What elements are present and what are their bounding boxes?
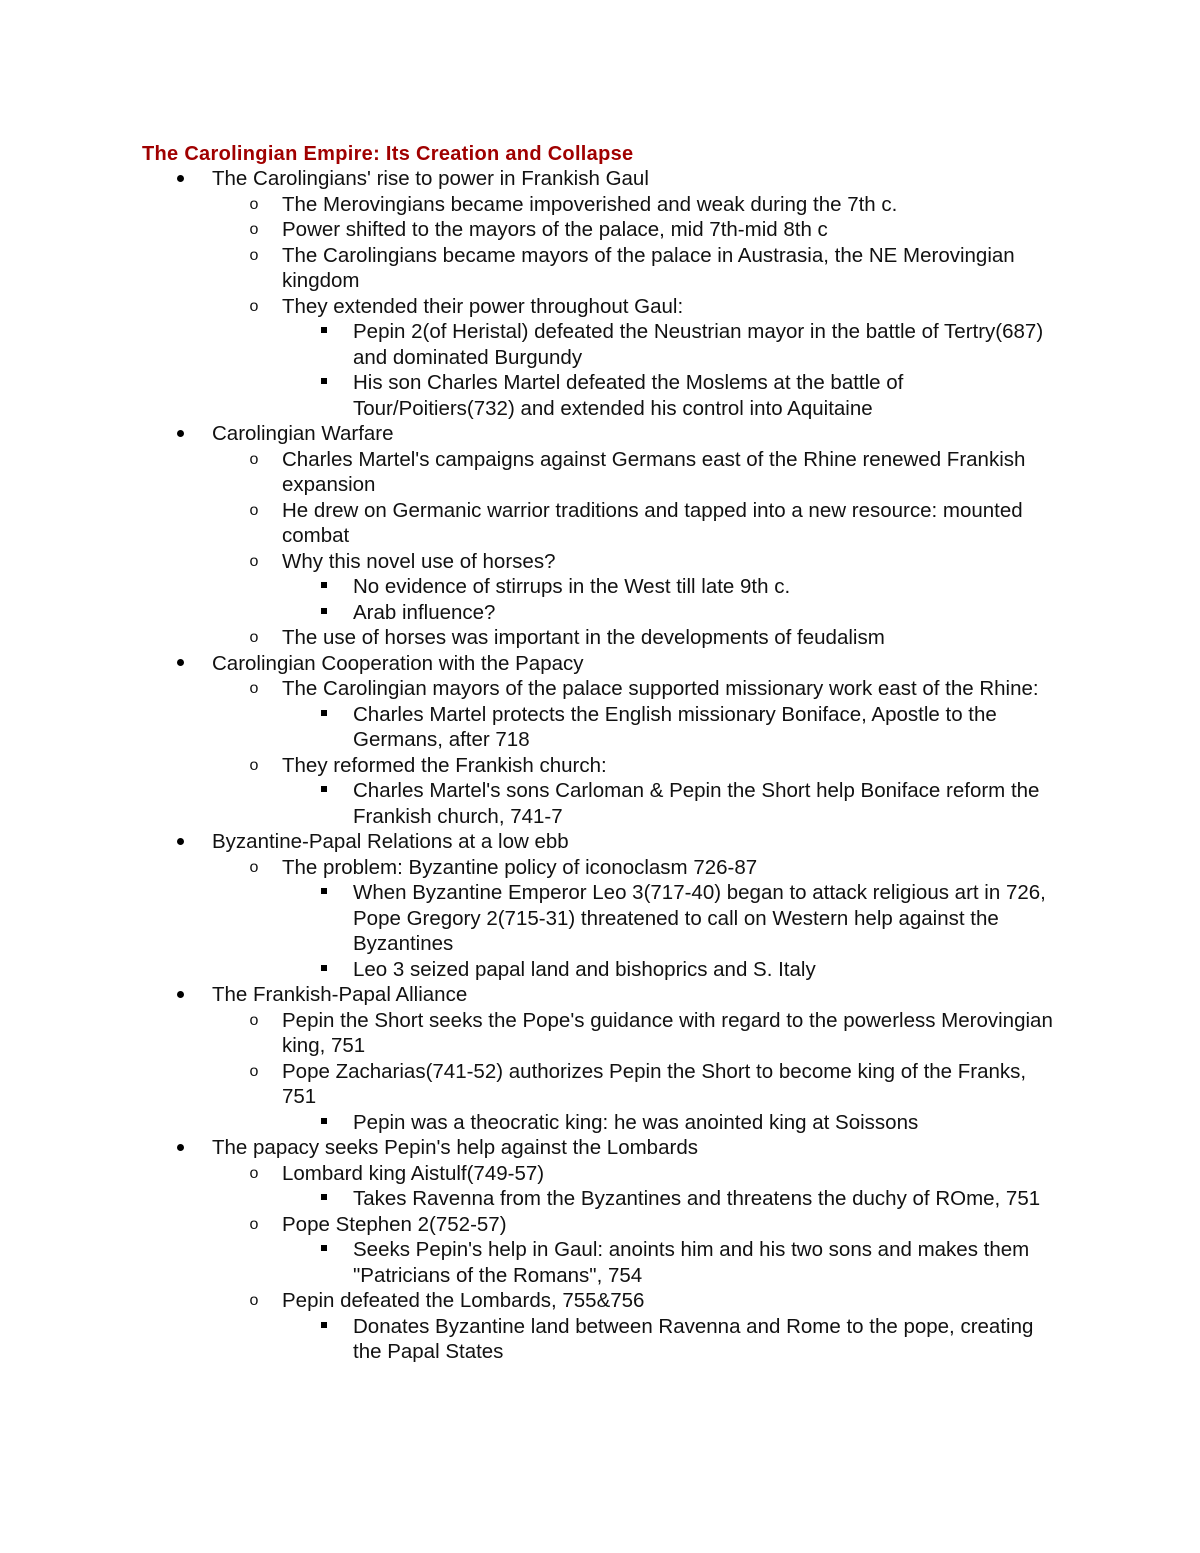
list-item <box>0 1059 1062 1110</box>
circle-o-bullet: o <box>249 756 259 774</box>
list-item-text: The Carolingians became mayors of the palace in Austrasia, the NE Merovingian kingdom <box>282 243 1015 292</box>
page-title: The Carolingian Empire: Its Creation and Collapse <box>142 143 634 165</box>
list-item-text: Takes Ravenna from the Byzantines and threatens the duchy of ROme, 751 <box>353 1187 1041 1210</box>
list-item <box>0 549 1062 575</box>
list-item-text: Carolingian Cooperation with the Papacy <box>212 651 584 675</box>
list-item-text: Power shifted to the mayors of the palace, mid 7th-mid 8th c <box>282 218 828 241</box>
list-item-text: Charles Martel's sons Carloman & Pepin the Short help Boniface reform the Frankish church, 741-7 <box>353 779 1040 828</box>
list-item <box>0 1288 1062 1314</box>
list-item-text: The Merovingians became impoverished and weak during the 7th c. <box>282 192 898 216</box>
list-item <box>0 166 1042 192</box>
square-bullet-icon <box>314 880 334 906</box>
bullet-dot-icon <box>170 829 190 855</box>
bullet-dot-icon <box>170 421 190 447</box>
square-bullet-icon <box>314 1186 334 1212</box>
list-item <box>0 829 1042 855</box>
list-item <box>0 600 1063 626</box>
list-item-text: Leo 3 seized papal land and bishoprics and S. Italy <box>353 957 816 981</box>
list-item-text: The papacy seeks Pepin's help against the Lombards <box>212 1136 698 1159</box>
list-item-text: He drew on Germanic warrior traditions and tapped into a new resource: mounted combat <box>282 498 1023 547</box>
circle-o-bullet: o <box>249 501 259 519</box>
list-item <box>0 855 1062 881</box>
list-item-text: His son Charles Martel defeated the Moslems at the battle of Tour/Poitiers(732) and extended his control into Aquitaine <box>353 371 904 420</box>
list-item-text: The Carolingians' rise to power in Frankish Gaul <box>212 167 649 190</box>
list-item <box>0 319 1063 370</box>
list-item-text: Byzantine-Papal Relations at a low ebb <box>212 830 569 853</box>
list-item-text: They extended their power throughout Gaul: <box>282 294 684 318</box>
list-item <box>0 294 1062 320</box>
list-item-text: Pepin 2(of Heristal) defeated the Neustrian mayor in the battle of Tertry(687) and dominated Burgundy <box>353 320 1044 369</box>
list-item-text: Carolingian Warfare <box>212 422 394 445</box>
list-item <box>0 778 1063 829</box>
list-item <box>0 702 1063 753</box>
list-item <box>0 243 1062 294</box>
square-bullet-icon <box>314 319 334 345</box>
bullet-dot-icon <box>170 651 190 677</box>
list-item <box>0 753 1062 779</box>
bullet-dot-icon <box>170 982 190 1008</box>
list-item <box>0 447 1062 498</box>
square-bullet-icon <box>314 957 334 983</box>
list-item-text: Pepin defeated the Lombards, 755&756 <box>282 1289 645 1312</box>
list-item <box>0 651 1042 677</box>
list-item <box>0 574 1063 600</box>
list-item <box>0 421 1042 447</box>
circle-o-bullet: o <box>249 1011 259 1029</box>
bullet-dot-icon <box>170 1135 190 1161</box>
circle-o-bullet: o <box>249 552 259 570</box>
square-bullet-icon <box>314 574 334 600</box>
square-bullet-icon <box>314 1314 334 1340</box>
list-item-text: No evidence of stirrups in the West till late 9th c. <box>353 575 791 598</box>
square-bullet-icon <box>314 1110 334 1136</box>
circle-o-bullet: o <box>249 1062 259 1080</box>
list-item-text: Pepin was a theocratic king: he was anointed king at Soissons <box>353 1110 919 1134</box>
list-item-text: Arab influence? <box>353 600 496 624</box>
list-item <box>0 217 1062 243</box>
list-item-text: Charles Martel's campaigns against Germans east of the Rhine renewed Frankish expansion <box>282 447 1026 496</box>
square-bullet-icon <box>314 600 334 626</box>
list-item <box>0 957 1063 983</box>
list-item <box>0 1110 1063 1136</box>
circle-o-bullet: o <box>249 629 259 646</box>
circle-o-bullet: o <box>249 221 259 238</box>
list-item <box>0 1135 1042 1161</box>
list-item <box>0 880 1063 957</box>
list-item <box>0 625 1062 651</box>
bullet-dot-icon <box>170 166 190 192</box>
circle-o-bullet: o <box>249 195 259 213</box>
list-item <box>0 1186 1063 1212</box>
circle-o-bullet: o <box>249 450 259 468</box>
list-item <box>0 676 1062 702</box>
list-item <box>0 1161 1062 1187</box>
list-item <box>0 982 1042 1008</box>
list-item-text: The Carolingian mayors of the palace supported missionary work east of the Rhine: <box>282 677 1039 700</box>
list-item-text: Pepin the Short seeks the Pope's guidance with regard to the powerless Merovingian king, 751 <box>282 1008 1053 1057</box>
list-item-text: The Frankish-Papal Alliance <box>212 983 468 1006</box>
list-item <box>0 1212 1062 1238</box>
list-item <box>0 1314 1063 1365</box>
list-item <box>0 192 1062 218</box>
list-item-text: Pope Zacharias(741-52) authorizes Pepin the Short to become king of the Franks, 751 <box>282 1059 1027 1108</box>
list-item <box>0 498 1062 549</box>
list-item <box>0 1008 1062 1059</box>
list-item-text: Charles Martel protects the English missionary Boniface, Apostle to the Germans, after 718 <box>353 702 997 751</box>
square-bullet-icon <box>314 778 334 804</box>
list-item-text: Why this novel use of horses? <box>282 549 556 573</box>
list-item <box>0 1237 1063 1288</box>
circle-o-bullet: o <box>249 1215 259 1233</box>
circle-o-bullet: o <box>249 680 259 697</box>
list-item-text: They reformed the Frankish church: <box>282 753 607 777</box>
square-bullet-icon <box>314 702 334 728</box>
circle-o-bullet: o <box>249 246 259 264</box>
list-item-text: Donates Byzantine land between Ravenna and Rome to the pope, creating the Papal States <box>353 1314 1034 1363</box>
circle-o-bullet: o <box>249 858 259 876</box>
list-item-text: The problem: Byzantine policy of iconoclasm 726-87 <box>282 855 758 879</box>
circle-o-bullet: o <box>249 297 259 315</box>
list-item-text: Pope Stephen 2(752-57) <box>282 1212 507 1236</box>
list-item-text: The use of horses was important in the developments of feudalism <box>282 626 885 649</box>
list-item-text: Lombard king Aistulf(749-57) <box>282 1161 545 1185</box>
list-item <box>0 370 1063 421</box>
outline-list <box>0 166 1200 1365</box>
list-item-text: When Byzantine Emperor Leo 3(717-40) began to attack religious art in 726, Pope Gregory 2(715-31) threatened to call on Western help against the Byzantines <box>353 881 1046 955</box>
list-item-text: Seeks Pepin's help in Gaul: anoints him and his two sons and makes them "Patricians of the Romans", 754 <box>353 1238 1030 1287</box>
circle-o-bullet: o <box>249 1164 259 1182</box>
square-bullet-icon <box>314 1237 334 1263</box>
square-bullet-icon <box>314 370 334 396</box>
circle-o-bullet: o <box>249 1292 259 1309</box>
